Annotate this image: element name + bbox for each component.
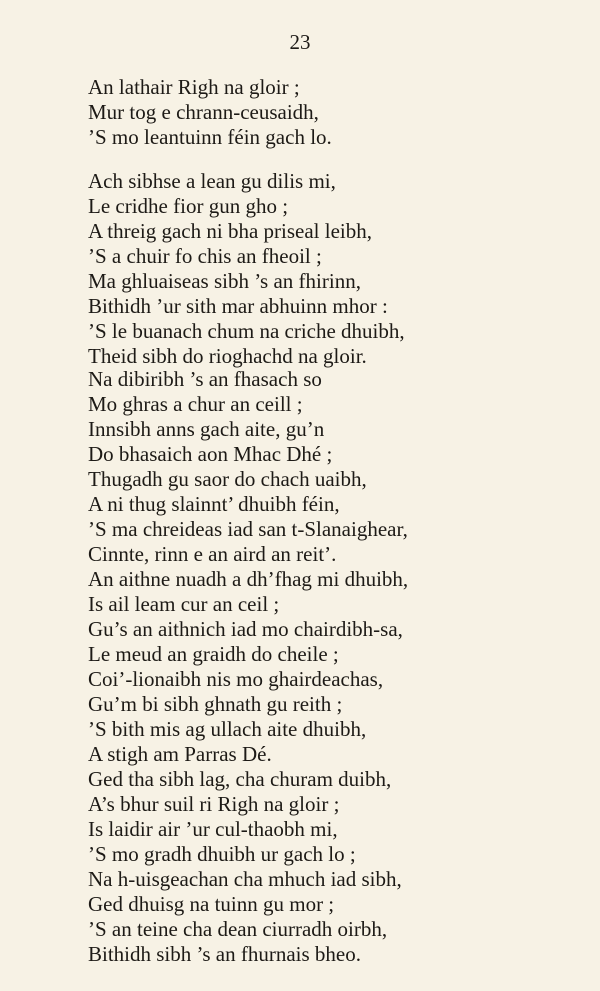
poem-line: ’S mo gradh dhuibh ur gach lo ; [88,842,356,866]
poem-line: Le cridhe fior gun gho ; [88,194,289,218]
poem-line: A threig gach ni bha priseal leibh, [88,219,373,243]
page-number: 23 [289,30,311,54]
poem-line: Ged tha sibh lag, cha churam duibh, [88,767,392,791]
poem-line: Bithidh sibh ’s an fhurnais bheo. [88,942,361,966]
poem-line: A ni thug slainnt’ dhuibh féin, [88,492,340,516]
poem-line: Ma ghluaiseas sibh ’s an fhirinn, [88,269,361,293]
poem-line: Mo ghras a chur an ceill ; [88,392,303,416]
poem-line: Innsibh anns gach aite, gu’n [88,417,325,441]
poem-line: ’S ma chreideas iad san t-Slanaighear, [88,517,408,541]
poem-line: ’S an teine cha dean ciurradh oirbh, [88,917,388,941]
poem-line: Ach sibhse a lean gu dilis mi, [88,169,336,193]
poem-line: A stigh am Parras Dé. [88,742,272,766]
poem-line: Cinnte, rinn e an aird an reit’. [88,542,337,566]
poem-line: ’S bith mis ag ullach aite dhuibh, [88,717,367,741]
poem-line: Thugadh gu saor do chach uaibh, [88,467,367,491]
poem-line: Mur tog e chrann-ceusaidh, [88,100,319,124]
poem-line: Gu’s an aithnich iad mo chairdibh-sa, [88,617,403,641]
poem-line: An lathair Righ na gloir ; [88,75,300,99]
poem-line: Na h-uisgeachan cha mhuch iad sibh, [88,867,402,891]
poem-line: Do bhasaich aon Mhac Dhé ; [88,442,333,466]
poem-line: ’S mo leantuinn féin gach lo. [88,125,332,149]
poem-line: Theid sibh do rioghachd na gloir. [88,344,367,368]
poem-line: Na dibiribh ’s an fhasach so [88,367,322,391]
poem-line: Is ail leam cur an ceil ; [88,592,280,616]
poem-line: Ged dhuisg na tuinn gu mor ; [88,892,335,916]
poem-line: Le meud an graidh do cheile ; [88,642,339,666]
poem-line: Coi’-lionaibh nis mo ghairdeachas, [88,667,384,691]
poem-line: ’S le buanach chum na criche dhuibh, [88,319,405,343]
poem-line: Gu’m bi sibh ghnath gu reith ; [88,692,343,716]
poem-line: ’S a chuir fo chis an fheoil ; [88,244,322,268]
poem-line: Is laidir air ’ur cul-thaobh mi, [88,817,338,841]
poem-line: A’s bhur suil ri Righ na gloir ; [88,792,340,816]
poem-line: An aithne nuadh a dh’fhag mi dhuibh, [88,567,409,591]
poem-line: Bithidh ’ur sith mar abhuinn mhor : [88,294,388,318]
